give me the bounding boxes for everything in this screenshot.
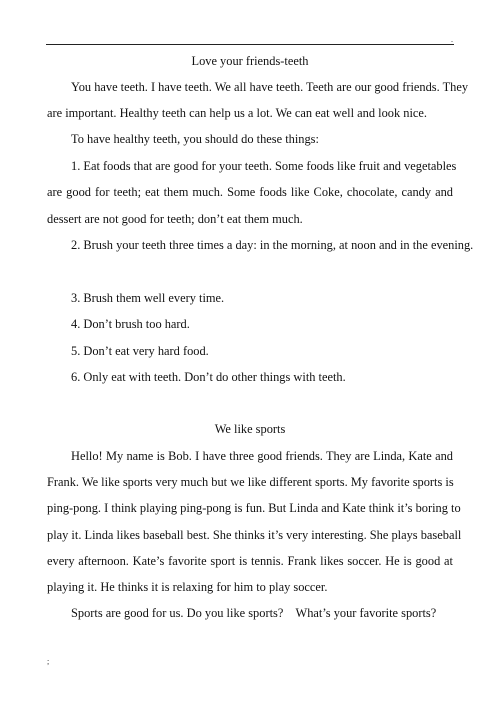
- paragraph-line: You have teeth. I have teeth. We all have teeth. Teeth are our good friends. They: [71, 80, 469, 94]
- corner-mark-top: .: [451, 35, 453, 44]
- list-item: dessert are not good for teeth; don’t eat them much.: [47, 212, 303, 226]
- paragraph-line: Frank. We like sports very much but we like different sports. My favorite sports is: [47, 475, 454, 489]
- paragraph-line: Sports are good for us. Do you like sports? What’s your favorite sports?: [71, 606, 437, 620]
- paragraph-line: every afternoon. Kate’s favorite sport is tennis. Frank likes soccer. He is good at: [47, 554, 453, 568]
- list-item: 4. Don’t brush too hard.: [71, 317, 190, 331]
- paragraph-line: ping-pong. I think playing ping-pong is fun. But Linda and Kate think it’s boring to: [47, 501, 461, 515]
- list-item: 2. Brush your teeth three times a day: in the morning, at noon and in the evening.: [71, 238, 474, 252]
- header-rule: [46, 44, 454, 45]
- list-item: 3. Brush them well every time.: [71, 291, 225, 305]
- list-item: are good for teeth; eat them much. Some foods like Coke, chocolate, candy and: [47, 185, 453, 199]
- paragraph-line: play it. Linda likes baseball best. She thinks it’s very interesting. She plays baseball: [47, 528, 462, 542]
- title-sports: We like sports: [214, 422, 286, 436]
- paragraph-line: are important. Healthy teeth can help us a lot. We can eat well and look nice.: [47, 106, 427, 120]
- list-item: 5. Don’t eat very hard food.: [71, 344, 209, 358]
- title-teeth: Love your friends-teeth: [191, 54, 309, 68]
- paragraph-line: To have healthy teeth, you should do these things:: [71, 132, 319, 146]
- list-item: 6. Only eat with teeth. Don’t do other things with teeth.: [71, 370, 346, 384]
- corner-mark-bottom: ;: [47, 657, 50, 666]
- paragraph-line: playing it. He thinks it is relaxing for him to play soccer.: [47, 580, 328, 594]
- paragraph-line: Hello! My name is Bob. I have three good friends. They are Linda, Kate and: [71, 449, 453, 463]
- list-item: 1. Eat foods that are good for your teeth. Some foods like fruit and vegetables: [71, 159, 457, 173]
